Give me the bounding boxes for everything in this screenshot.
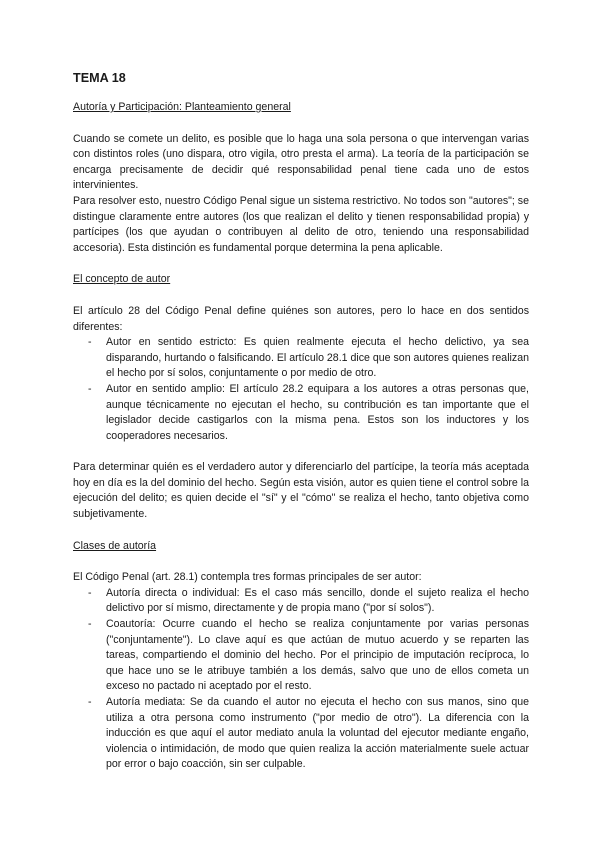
list-concepto-autor bbox=[73, 335, 529, 444]
section-heading-concepto-autor: El concepto de autor bbox=[73, 273, 171, 286]
list-item-autor-amplio: - Autor en sentido amplio: El artículo 28.2 equipara a los autores a otras personas que, aunque técnicamente no ejecutan el hecho, su contribución es tan importante que el legislador decide castigarlos con la misma pena. Estos son los inductores y los cooperadores necesarios. bbox=[106, 382, 529, 444]
paragraph-clases-intro: El Código Penal (art. 28.1) contempla tres formas principales de ser autor: bbox=[73, 571, 422, 584]
section-heading-autoria-participacion: Autoría y Participación: Planteamiento general bbox=[73, 101, 291, 113]
list-clases-autoria bbox=[73, 586, 529, 773]
page-title: TEMA 18 bbox=[73, 71, 126, 85]
section-heading-clases-autoria: Clases de autoría bbox=[73, 539, 157, 552]
list-item-autoria-directa: - Autoría directa o individual: Es el caso más sencillo, donde el sujeto realiza el hecho delictivo por sí mismo, directamente y de propia mano ("por sí solos"). bbox=[106, 586, 529, 617]
list-item-coautoria: - Coautoría: Ocurre cuando el hecho se realiza conjuntamente por varias personas ("conjuntamente"). Lo clave aquí es que actúan de mutuo acuerdo y se reparten las tareas, compartiendo el dominio del hecho. Por el principio de imputación recíproca, lo que hace uno se le atribuye también a los demás, salvo que uno de ellos cometa un exceso no pactado ni aceptado por el resto. bbox=[106, 617, 529, 695]
list-item-autoria-mediata: - Autoría mediata: Se da cuando el autor no ejecuta el hecho con sus manos, sino que utiliza a otra persona como instrumento ("por medio de otro"). La diferencia con la inducción es que aquí el autor mediato anula la voluntad del ejecutor mediante engaño, violencia o intimidación, de modo que quien realiza la acción materialmente suele actuar por error o bajo coacción, sin ser culpable. bbox=[106, 695, 529, 773]
paragraph-intro: Cuando se comete un delito, es posible que lo haga una sola persona o que intervengan varias con distintos roles (uno dispara, otro vigila, otro presta el arma). La teoría de la participación se encarga precisamente de decidir qué responsabilidad penal tiene cada uno de estos intervinientes. bbox=[73, 132, 529, 192]
paragraph-dominio-hecho: Para determinar quién es el verdadero autor y diferenciarlo del partícipe, la teoría más aceptada hoy en día es la del dominio del hecho. Según esta visión, autor es quien tiene el control sobre la ejecución del delito; es quien decide el "sí" y el "cómo" se realiza el hecho, tanto objetiva como subjetivamente. bbox=[73, 461, 529, 521]
document-page bbox=[73, 70, 529, 773]
paragraph-sistema-restrictivo: Para resolver esto, nuestro Código Penal sigue un sistema restrictivo. No todos son "autores"; se distingue claramente entre autores (los que realizan el delito y tienen responsabilidad propia) y partícipes (los que ayudan o contribuyen al delito de otro, teniendo una responsabilidad accesoria). Esta distinción es fundamental porque determina la pena aplicable. bbox=[73, 194, 529, 254]
paragraph-articulo-28: El artículo 28 del Código Penal define quiénes son autores, pero lo hace en dos sentidos diferentes: bbox=[73, 304, 529, 333]
list-item-autor-estricto: - Autor en sentido estricto: Es quien realmente ejecuta el hecho delictivo, ya sea disparando, hurtando o falsificando. El artículo 28.1 dice que son autores quienes realizan el hecho por sí solos, conjuntamente o por medio de otro. bbox=[106, 335, 529, 382]
